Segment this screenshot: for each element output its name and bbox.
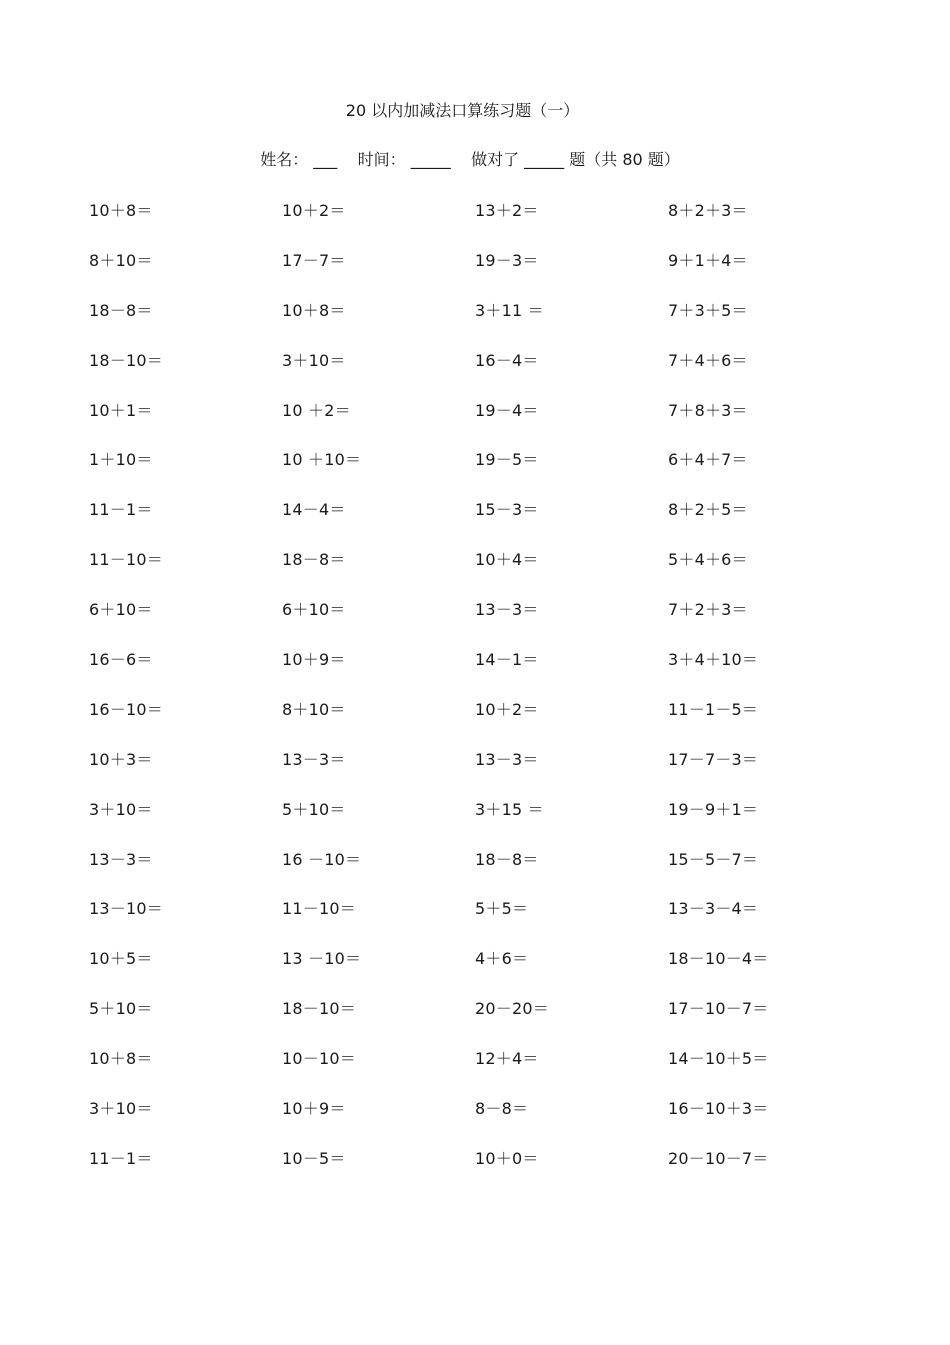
math-problem: 15－3＝ xyxy=(475,500,539,520)
math-problem: 5＋5＝ xyxy=(475,899,529,919)
math-problem: 3＋11 ＝ xyxy=(475,300,544,320)
math-problem: 18－8＝ xyxy=(89,300,153,320)
math-problem: 11－10＝ xyxy=(89,550,163,570)
math-problem: 17－7－3＝ xyxy=(668,749,759,769)
math-problem: 10－5＝ xyxy=(282,1148,346,1168)
math-problem: 9＋1＋4＝ xyxy=(668,250,748,270)
math-problem: 13＋2＝ xyxy=(475,201,539,220)
math-problem: 10＋0＝ xyxy=(475,1148,539,1168)
math-problem: 10＋5＝ xyxy=(89,949,153,969)
math-problem: 1＋10＝ xyxy=(89,450,153,470)
math-problem: 16－10＝ xyxy=(89,699,163,719)
math-problem: 6＋4＋7＝ xyxy=(668,450,748,470)
math-problem: 8＋10＝ xyxy=(89,250,153,270)
math-problem: 11－1＝ xyxy=(89,1148,153,1168)
math-problem: 7＋2＋3＝ xyxy=(668,600,748,620)
math-problem: 18－8＝ xyxy=(282,550,346,570)
math-problem: 8＋2＋5＝ xyxy=(668,500,748,520)
math-problem: 18－10－4＝ xyxy=(668,949,769,969)
math-problem: 11－1＝ xyxy=(89,500,153,520)
math-problem: 17－7＝ xyxy=(282,250,346,270)
math-problem: 16 －10＝ xyxy=(282,849,362,869)
math-problem: 19－9＋1＝ xyxy=(668,799,759,819)
math-problem: 16－10＋3＝ xyxy=(668,1099,769,1119)
math-problem: 15－5－7＝ xyxy=(668,849,759,869)
math-problem: 13－3＝ xyxy=(475,600,539,620)
math-problem: 3＋10＝ xyxy=(282,350,346,370)
math-problem: 18－8＝ xyxy=(475,849,539,869)
problem-grid xyxy=(89,200,861,1198)
math-problem: 6＋10＝ xyxy=(282,600,346,620)
math-problem: 13－3＝ xyxy=(89,849,153,869)
math-problem: 7＋8＋3＝ xyxy=(668,400,748,420)
math-problem: 18－10＝ xyxy=(89,350,163,370)
math-problem: 8＋10＝ xyxy=(282,699,346,719)
math-problem: 19－4＝ xyxy=(475,400,539,420)
math-problem: 3＋15 ＝ xyxy=(475,799,544,819)
math-problem: 19－5＝ xyxy=(475,450,539,470)
math-problem: 7＋3＋5＝ xyxy=(668,300,748,320)
math-problem: 17－10－7＝ xyxy=(668,999,769,1019)
math-problem: 10＋8＝ xyxy=(89,1049,153,1069)
math-problem: 10＋1＝ xyxy=(89,400,153,420)
math-problem: 10＋9＝ xyxy=(282,650,346,670)
math-problem: 13－3－4＝ xyxy=(668,899,759,919)
math-problem: 10＋2＝ xyxy=(475,699,539,719)
math-problem: 10 ＋10＝ xyxy=(282,450,362,470)
math-problem: 20－10－7＝ xyxy=(668,1148,769,1168)
math-problem: 14－10＋5＝ xyxy=(668,1049,769,1069)
math-problem: 20－20＝ xyxy=(475,999,549,1019)
math-problem: 6＋10＝ xyxy=(89,600,153,620)
math-problem: 11－1－5＝ xyxy=(668,699,759,719)
math-problem: 10＋8＝ xyxy=(89,201,153,220)
student-info-line: 姓名： ___ 时间： _____ 做对了 _____ 题（共 80 题） xyxy=(260,150,680,169)
math-problem: 18－10＝ xyxy=(282,999,356,1019)
math-problem: 5＋10＝ xyxy=(282,799,346,819)
math-problem: 10＋2＝ xyxy=(282,201,346,220)
math-problem: 16－4＝ xyxy=(475,350,539,370)
math-problem: 14－4＝ xyxy=(282,500,346,520)
math-problem: 19－3＝ xyxy=(475,250,539,270)
math-problem: 10＋9＝ xyxy=(282,1099,346,1119)
math-problem: 10－10＝ xyxy=(282,1049,356,1069)
math-problem: 11－10＝ xyxy=(282,899,356,919)
math-problem: 7＋4＋6＝ xyxy=(668,350,748,370)
math-problem: 10＋4＝ xyxy=(475,550,539,570)
math-problem: 13－10＝ xyxy=(89,899,163,919)
math-problem: 8－8＝ xyxy=(475,1099,529,1119)
math-problem: 10＋8＝ xyxy=(282,300,346,320)
math-problem: 13 －10＝ xyxy=(282,949,362,969)
math-problem: 13－3＝ xyxy=(475,749,539,769)
math-problem: 12＋4＝ xyxy=(475,1049,539,1069)
math-problem: 14－1＝ xyxy=(475,650,539,670)
math-problem: 4＋6＝ xyxy=(475,949,529,969)
worksheet-title: 20 以内加减法口算练习题（一） xyxy=(345,101,580,120)
math-problem: 10 ＋2＝ xyxy=(282,400,351,420)
math-problem: 13－3＝ xyxy=(282,749,346,769)
math-problem: 3＋10＝ xyxy=(89,1099,153,1119)
math-problem: 8＋2＋3＝ xyxy=(668,201,748,220)
math-problem: 16－6＝ xyxy=(89,650,153,670)
math-problem: 3＋4＋10＝ xyxy=(668,650,759,670)
math-problem: 5＋4＋6＝ xyxy=(668,550,748,570)
math-problem: 3＋10＝ xyxy=(89,799,153,819)
math-problem: 10＋3＝ xyxy=(89,749,153,769)
math-problem: 5＋10＝ xyxy=(89,999,153,1019)
